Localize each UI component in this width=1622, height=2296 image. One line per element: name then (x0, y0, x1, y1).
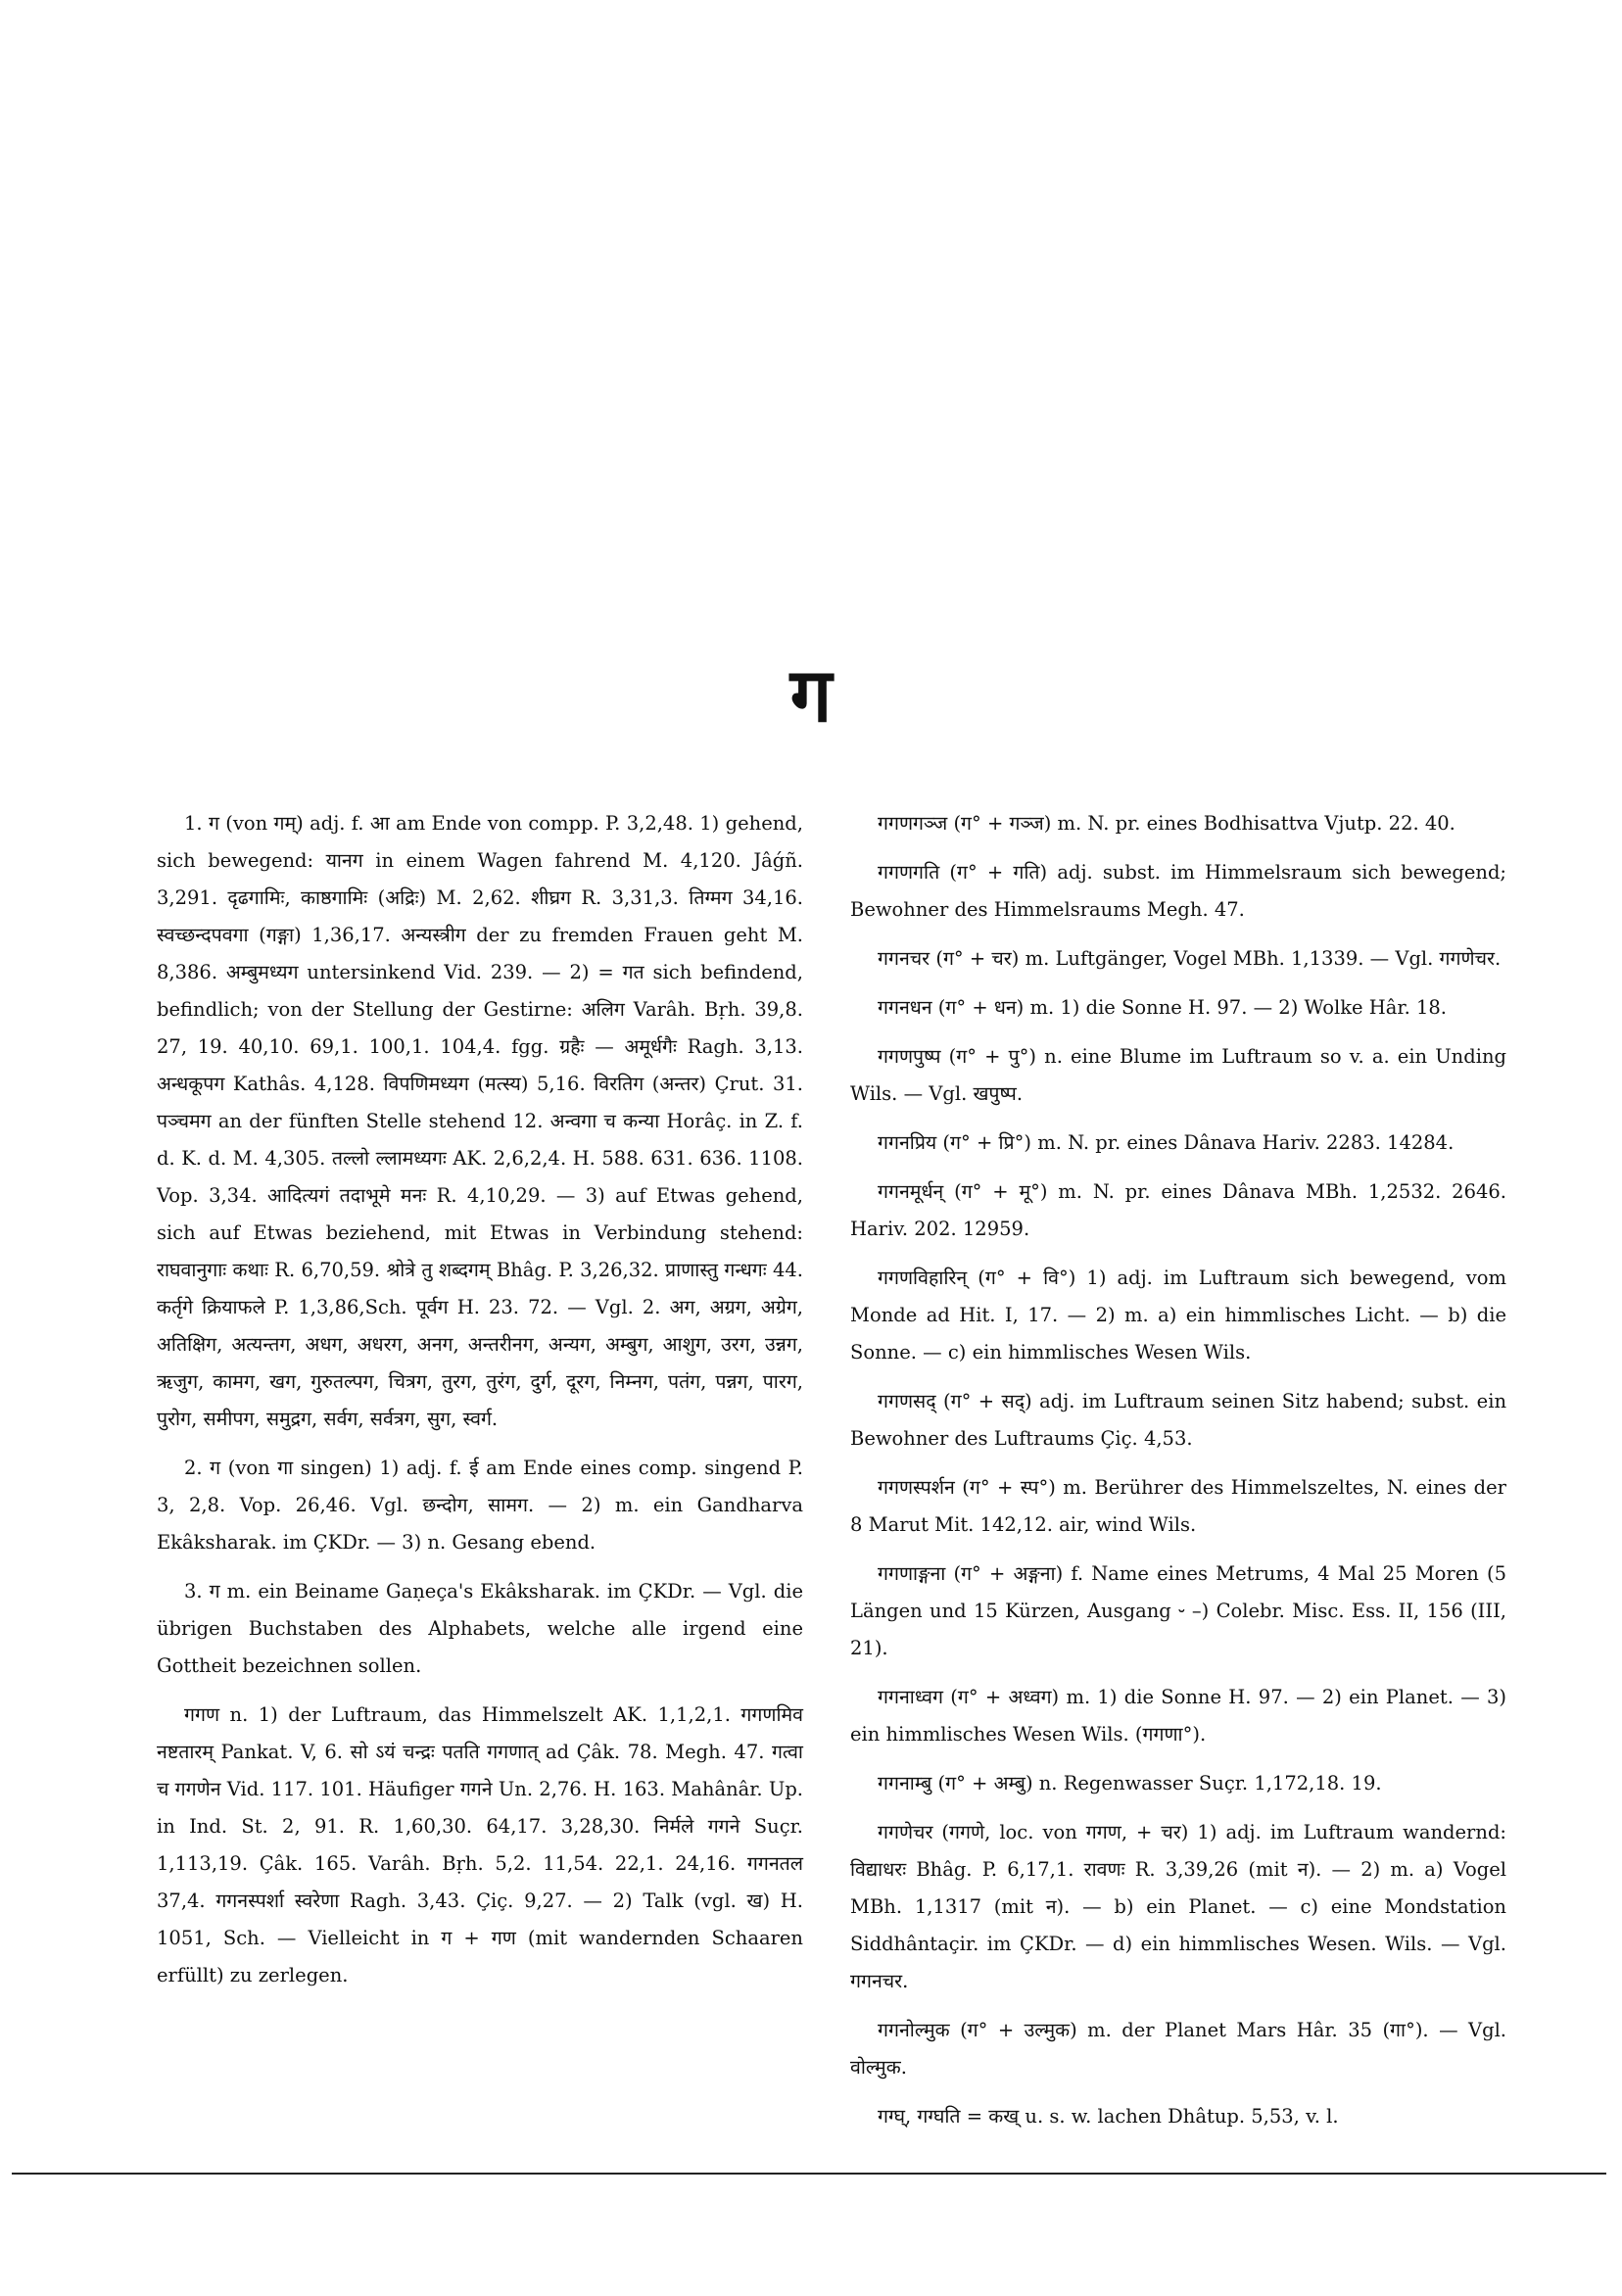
dictionary-entry: गगनप्रिय (ग° + प्रि°) m. N. pr. eines Dânava Hariv. 2283. 14284. (878, 1131, 1455, 1154)
dictionary-entry: गगनोल्मुक (ग° + उल्मुक) m. der Planet Mars Hâr. 35 (गा°). — Vgl. वोल्मुक. (850, 2019, 1506, 2079)
bottom-rule (12, 2173, 1606, 2175)
dictionary-entry: गग्घ्, गग्घति = कख् u. s. w. lachen Dhâtup. 5,53, v. l. (878, 2105, 1339, 2128)
dictionary-entry: गगणगञ्ज (ग° + गञ्ज) m. N. pr. eines Bodhisattva Vjutp. 22. 40. (878, 812, 1455, 835)
dictionary-entry: गगण n. 1) der Luftraum, das Himmelszelt AK. 1,1,2,1. गगणमिव नष्टतारम् Pankat. V, 6. सो ऽयं चन्द्रः पतति गगणात् ad Çâk. 78. Megh. 47. गत्वा च गगणेन Vid. 117. 101. Häufiger गगने Un. 2,76. H. 163. Mahânâr. Up. in Ind. St. 2, 91. R. 1,60,30. 64,17. 3,28,30. निर्मले गगने Suçr. 1,113,19. Çâk. 165. Varâh. Bṛh. 5,2. 11,54. 22,1. 24,16. गगनतल 37,4. गगनस्पर्शा स्वरेणा Ragh. 3,43. Çiç. 9,27. — 2) Talk (vgl. ख) H. 1051, Sch. — Vielleicht in ग + गण (mit wandernden Schaaren erfüllt) zu zerlegen. (157, 1703, 803, 1986)
dictionary-entry: गगणसद् (ग° + सद्) adj. im Luftraum seinen Sitz habend; subst. ein Bewohner des Luftraums Çiç. 4,53. (850, 1390, 1506, 1450)
dictionary-entry: गगनमूर्धन् (ग° + मू°) m. N. pr. eines Dânava MBh. 1,2532. 2646. Hariv. 202. 12959. (850, 1180, 1506, 1240)
dictionary-entry: गगनधन (ग° + धन) m. 1) die Sonne H. 97. — 2) Wolke Hâr. 18. (878, 996, 1447, 1019)
dictionary-entry: गगणगति (ग° + गति) adj. subst. im Himmelsraum sich bewegend; Bewohner des Himmelsraums Megh. 47. (850, 861, 1506, 921)
dictionary-entry: 1. ग (von गम्) adj. f. आ am Ende von compp. P. 3,2,48. 1) gehend, sich bewegend: यानग in einem Wagen fahrend M. 4,120. Jâǵñ. 3,291. दृढगामिः, काष्ठगामिः (अद्रिः) M. 2,62. शीघ्रग R. 3,31,3. तिग्मग 34,16. स्वच्छन्दपवगा (गङ्गा) 1,36,17. अन्यस्त्रीग der zu fremden Frauen geht M. 8,386. अम्बुमध्यग untersinkend Vid. 239. — 2) = गत sich befindend, befindlich; von der Stellung der Gestirne: अलिग Varâh. Bṛh. 39,8. 27, 19. 40,10. 69,1. 100,1. 104,4. fgg. ग्रहैः — अमूर्धगैः Ragh. 3,13. अन्धकूपग Kathâs. 4,128. विपणिमध्यग (मत्स्य) 5,16. विरतिग (अन्तर) Çrut. 31. पञ्चमग an der fünften Stelle stehend 12. अन्वगा च कन्या Horâç. in Z. f. d. K. d. M. 4,305. तल्लो ल्लामध्यगः AK. 2,6,2,4. H. 588. 631. 636. 1108. Vop. 3,34. आदित्यगं तदाभूमे मनः R. 4,10,29. — 3) auf Etwas gehend, sich auf Etwas beziehend, mit Etwas in Verbindung stehend: राघवानुगाः कथाः R. 6,70,59. श्रोत्रे तु शब्दगम् Bhâg. P. 3,26,32. प्राणास्तु गन्धगः 44. कर्तृगे क्रियाफले P. 1,3,86,Sch. पूर्वग H. 23. 72. — Vgl. 2. अग, अग्रग, अग्रेग, अतिक्षिग, अत्यन्तग, अधग, अधरग, अनग, अन्तरीनग, अन्यग, अम्बुग, आशुग, उरग, उन्नग, ऋजुग, कामग, खग, गुरुतल्पग, चित्रग, तुरग, तुरंग, दुर्ग, दूरग, निम्नग, पतंग, पन्नग, पारग, पुरोग, समीपग, समुद्रग, सर्वग, सर्वत्रग, सुग, स्वर्ग. (157, 812, 803, 1430)
page-heading-letter: ग (789, 651, 833, 739)
dictionary-entry: गगनाम्बु (ग° + अम्बु) n. Regenwasser Suçr. 1,172,18. 19. (878, 1772, 1382, 1794)
dictionary-entry: गगणेचर (गगणे, loc. von गगण, + चर) 1) adj. im Luftraum wandernd: विद्याधरः Bhâg. P. 6,17,1. रावणः R. 3,39,26 (mit न). — 2) m. a) Vogel MBh. 1,1317 (mit न). — b) ein Planet. — c) eine Mondstation Siddhântaçir. im ÇKDr. — d) ein himmlisches Wesen. Wils. — Vgl. गगनचर. (850, 1821, 1506, 1992)
dictionary-entry: गगणाङ्गना (ग° + अङ्गना) f. Name eines Metrums, 4 Mal 25 Moren (5 Längen und 15 Kürzen, Ausgang ⏑ –) Colebr. Misc. Ess. II, 156 (III, 21). (850, 1562, 1506, 1659)
left-column (157, 805, 803, 2006)
dictionary-entry: गगणपुष्प (ग° + पु°) n. eine Blume im Luftraum so v. a. ein Unding Wils. — Vgl. खपुष्प. (850, 1045, 1506, 1105)
dictionary-entry: गगनचर (ग° + चर) m. Luftgänger, Vogel MBh. 1,1339. — Vgl. गगणेचर. (878, 947, 1502, 970)
dictionary-entry: गगणस्पर्शन (ग° + स्प°) m. Berührer des Himmelszeltes, N. eines der 8 Marut Mit. 142,12. air, wind Wils. (850, 1476, 1506, 1536)
dictionary-entry: गगनाध्वग (ग° + अध्वग) m. 1) die Sonne H. 97. — 2) ein Planet. — 3) ein himmlisches Wesen Wils. (गगणा°). (850, 1686, 1506, 1746)
dictionary-entry: 3. ग m. ein Beiname Gaṇeça's Ekâksharak. im ÇKDr. — Vgl. die übrigen Buchstaben des Alphabets, welche alle irgend eine Gottheit bezeichnen sollen. (157, 1580, 803, 1677)
dictionary-entry: 2. ग (von गा singen) 1) adj. f. ई am Ende eines comp. singend P. 3, 2,8. Vop. 26,46. Vgl. छन्दोग, सामग. — 2) m. ein Gandharva Ekâksharak. im ÇKDr. — 3) n. Gesang ebend. (157, 1457, 803, 1554)
dictionary-entry: गगणविहारिन् (ग° + वि°) 1) adj. im Luftraum sich bewegend, vom Monde ad Hit. I, 17. — 2) m. a) ein himmlisches Licht. — b) die Sonne. — c) ein himmlisches Wesen Wils. (850, 1267, 1506, 1363)
right-column (850, 805, 1506, 2147)
